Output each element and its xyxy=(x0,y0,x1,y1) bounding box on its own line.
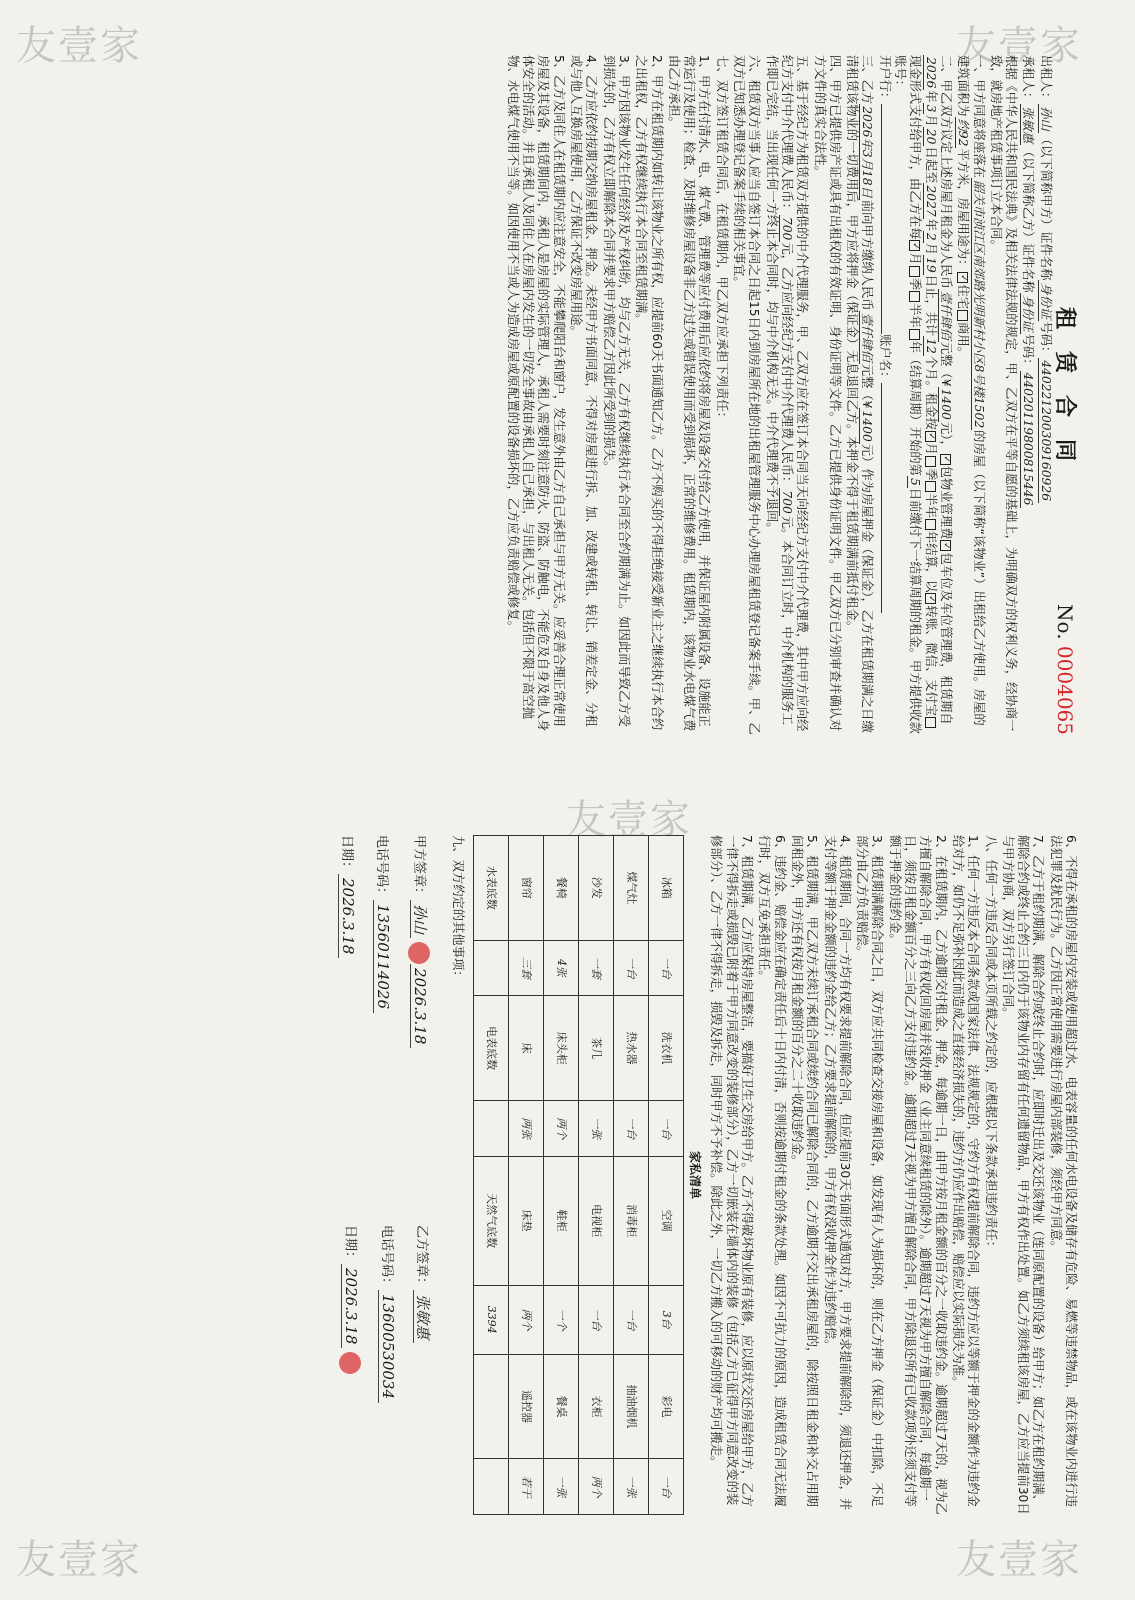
lessee-date: 2026.3.18 xyxy=(341,1264,360,1348)
clause-8-2: 2、在租赁期内，乙方逾期交付租金、押金，每逾期一日，由甲方按月租金额的百分之一收取违约金。逾期超过7天的，视为乙方擅自解除合同，甲方有权收回房屋并没收押金（业主同意续租赁的除外）。逾期超过7天视为甲方擅自解除合同，每逾期一日，须按月租金额百分之三向乙方支付违约金。逾期超过7天视为甲方擅自解除合同，甲方除退还所有已收款项外还须支付等额于押金的违约金。 xyxy=(887,835,948,1515)
table-row xyxy=(543,836,578,1515)
clause-7-5: 5、乙方及同住人在租赁期内应注意安全，不能攀爬阳台和窗户，发生意外由乙方自己承担与甲方无关。应妥善合理正常使用房屋及其设备，租赁期间内，承租人是房屋的实际管理人，承租人需要时刻注意防火、防盗、防触电，不能危及自身及他人身体安全的活动。并且承租人及同住人在房屋内发生的一切安全事故由承租人自己承担，与出租人无关。包括但不限于高空抛物、水电煤气使用不当等。如因使用不当或人为造成房屋或原配置的设备损坏的，乙方应负责赔偿或修复。 xyxy=(505,55,566,732)
item-quantity-cell: 一个 xyxy=(543,1285,578,1354)
intro-clause: 根据《中华人民共和国民法典》及相关法律法规的规定，甲、乙双方在平等自愿的基础上，为明确双方的权利义务，经协商一致，就房地产租赁事项订立本合同。 xyxy=(988,55,1019,732)
contract-title: 租赁合同 No. 0004065 xyxy=(1052,306,1078,735)
clause-7-1: 1、甲方在付清水、电、煤气费、管理费等应付费用后应依约将房屋及设备交付给乙方使用，并保证屋内附属设备、设施能正常运行及使用；检查、及时维修房屋设备非乙方过失或错误使用而受到损坏，正常的维修费用。租赁期内，该物业水电煤气费由乙方承担。 xyxy=(666,55,712,732)
checkbox-icon xyxy=(925,519,936,530)
checkbox-icon: ✓ xyxy=(940,455,951,463)
clause-7-3: 3、甲方因该物业发生任何经济及产权纠纷，均与乙方无关，乙方有权继续执行本合同至合约期满为止。如因此而导致乙方受到损失的，乙方有权立即解除本合同并要求甲方赔偿乙方因此所受到的损失。 xyxy=(601,55,631,727)
checkbox-icon xyxy=(909,291,920,302)
watermark: 友壹家 xyxy=(566,797,692,843)
checkbox-icon xyxy=(909,266,920,277)
item-quantity-cell: 一台 xyxy=(613,1100,648,1156)
item-quantity-cell: 两个 xyxy=(508,1285,543,1354)
table-row xyxy=(648,836,683,1515)
item-quantity-cell xyxy=(473,1459,508,1515)
signature-area xyxy=(290,835,440,1515)
furniture-list-title: 家私清单 xyxy=(688,1150,703,1199)
item-quantity-cell: 一张 xyxy=(613,1459,648,1515)
item-quantity-cell: 若干 xyxy=(508,1459,543,1515)
watermark: 友壹家 xyxy=(16,1537,142,1583)
item-name-cell: 电视柜 xyxy=(578,1156,613,1285)
clause-6: 六、租赁双方当事人应当自签订本合同之日起15日内到房屋所在地的出租屋管理服务中心办理房屋租赁登记备案手续。甲、乙双方已知悉办理登记备案手续的相关事宜。 xyxy=(732,55,762,735)
watermark: 友壹家 xyxy=(16,23,142,69)
item-name-cell: 洗衣机 xyxy=(648,996,683,1101)
table-row xyxy=(613,836,648,1515)
item-name-cell: 窗帘 xyxy=(508,836,543,941)
lessee-signature-block: 乙方签章：张敏惠 电话号码：13600530034 日期：2026.3.18 xyxy=(321,1225,430,1515)
item-name-cell: 冰箱 xyxy=(648,836,683,941)
item-quantity-cell: 两个 xyxy=(578,1459,613,1515)
item-quantity-cell: 一台 xyxy=(648,1100,683,1156)
checkbox-icon xyxy=(957,310,968,321)
watermark: 友壹家 xyxy=(956,1537,1082,1583)
item-name-cell xyxy=(473,1354,508,1459)
checkbox-icon xyxy=(909,329,920,340)
clause-8-3: 3、租赁期满解除合同之日，双方应共同检查交接房屋和设备，如发现有人为损坏的，则在乙方押金（保证金）中扣除，不足部分由乙方负责赔偿。 xyxy=(855,835,885,1507)
item-quantity-cell: 一台 xyxy=(613,940,648,996)
item-quantity-cell: 两张 xyxy=(508,1100,543,1156)
item-name-cell: 鞋柜 xyxy=(543,1156,578,1285)
item-name-cell: 餐椅 xyxy=(543,836,578,941)
item-name-cell: 煤气灶 xyxy=(613,836,648,941)
item-name-cell: 电表底数 xyxy=(473,996,508,1101)
item-name-cell: 消毒柜 xyxy=(613,1156,648,1285)
item-name-cell: 床 xyxy=(508,996,543,1101)
checkbox-icon: ✓ xyxy=(910,242,921,250)
item-name-cell: 床头柜 xyxy=(543,996,578,1101)
checkbox-icon: ✓ xyxy=(958,274,969,282)
lessor-date: 2026.3.18 xyxy=(338,874,357,958)
item-name-cell: 水表底数 xyxy=(473,836,508,941)
item-quantity-cell: 一台 xyxy=(613,1285,648,1354)
checkbox-icon xyxy=(925,456,936,467)
item-quantity-cell: 4张 xyxy=(543,940,578,996)
contract-page-2 xyxy=(64,810,1094,1540)
clause-2: 二、甲乙双方议定上述房屋月租金为人民币壹仟肆佰元整（¥1400元），✓包物业管理费✓包车位及车位管理费，租赁期自2026年3月20日起至2027年2月19日止，共计12个月。租金按✓月季半年年结算，以✓转账、微信、支付宝现金形式支付给甲方，由乙方在每✓月季半年年（结算周期）开始的第5日前缴付下一结算周期的租金。甲方提供收款账号： 开户行：账户名： xyxy=(877,55,953,734)
item-quantity-cell: 一台 xyxy=(578,1285,613,1354)
table-row xyxy=(473,836,508,1515)
item-quantity-cell: 一套 xyxy=(578,940,613,996)
table-row xyxy=(578,836,613,1515)
contract-page-2-content xyxy=(74,825,1084,1525)
item-name-cell: 遥控器 xyxy=(508,1354,543,1459)
contract-page-1-content xyxy=(74,45,1084,745)
item-quantity-cell: 一台 xyxy=(648,940,683,996)
contract-number: No. 0004065 xyxy=(1053,604,1077,735)
clause-8-7: 7、租赁期满，乙方应保持房屋整洁，要搞好卫生交房给甲方。乙方不得破坏物业原有装修，应以原状交还房屋给甲方，乙方一律不得拆走或损毁已附着于甲方同意改变的装修部分），乙方一切嵌装在墙体内的装修（包括乙方已征得甲方同意改变的装修部分）、乙方一律不得拆走，损毁及拆走，同时甲方不予补偿。除此之外，一切乙方搬入的可移动的财产均可搬走。 xyxy=(709,835,755,1507)
item-name-cell: 空调 xyxy=(648,1156,683,1285)
item-name-cell: 抽油烟机 xyxy=(613,1354,648,1459)
lessee-signature: 张敏惠 xyxy=(413,1290,432,1343)
clause-1: 一、甲方同意将座落在韶关市浈江区南郊路光明新村小区8号楼1502的房屋（以下简称“该物业”）出租给乙方使用。房屋的建筑面积为约92平方米，房屋用途为：✓住宅商用。 xyxy=(956,55,986,726)
item-quantity-cell: 一张 xyxy=(578,1100,613,1156)
item-name-cell: 天然气底数 xyxy=(473,1156,508,1285)
clause-3: 三、乙方2026年3月18日前向甲方缴纳人民币壹仟肆佰元整（¥1400元）作为房屋押金（保证金），乙方在租赁期满之日缴清租赁该物业的一切费用后，甲方应将押金（保证金）无息退回乙方。本押金不得于租赁期满前抵付租金。 xyxy=(845,55,875,733)
checkbox-icon: ✓ xyxy=(940,542,951,550)
item-quantity-cell: 3台 xyxy=(648,1285,683,1354)
clause-7-4: 4、乙方应依约按期交纳房屋租金、押金。未经甲方书面同意，不得对房屋进行拆、加、改建或转租、转让、销差定金、分租或与他人互换房屋使用，乙方保证不改变房屋用途。 xyxy=(569,55,599,727)
checkbox-icon xyxy=(925,717,936,728)
checkbox-icon: ✓ xyxy=(925,595,936,603)
lessor-signature: 孙山 xyxy=(410,900,429,938)
item-name-cell: 沙发 xyxy=(578,836,613,941)
clause-7-2: 2、甲方在租赁期内如转让该物业之所有权，应提前60天书面通知乙方。乙方不购买的不得拒绝接受新业主之继续执行本合约之出租权，乙方有权继续执行本合同至租赁期满。 xyxy=(634,55,664,731)
clause-8-1: 1、任何一方违反本合同条款或国家法律、法规规定的，守约方有权提前解除合同，违约方应以等额于押金的金额作为违约金给对方，如仍不足弥补因此而造成之直接经济损失的，违约方仍应作出赔偿，赔偿应以实际损失为准。 xyxy=(950,835,981,1507)
lessee-phone: 13600530034 xyxy=(378,1290,397,1403)
item-name-cell: 茶几 xyxy=(578,996,613,1101)
table-row xyxy=(508,836,543,1515)
clause-7-7: 7、乙方于租约期满、解除合约或终止合约时，应即时迁出及交还该物业（连同原配置的设备）给甲方；如乙方在租约期满、解除合约或终止合约三日内仍于该物业内存留有任何遗留物品，甲方有权作出处置。如乙方须续租该房屋，乙方应当提前30日与甲方协商，双方另行签订合同。 xyxy=(1000,835,1046,1515)
lessor-phone: 13560114026 xyxy=(373,900,392,1013)
item-quantity-cell xyxy=(473,940,508,996)
item-quantity-cell: 三套 xyxy=(508,940,543,996)
furniture-table xyxy=(473,835,684,1515)
item-quantity-cell: 两个 xyxy=(543,1100,578,1156)
fingerprint-stamp xyxy=(408,942,430,964)
contract-page-1 xyxy=(64,30,1094,760)
item-quantity-cell xyxy=(473,1100,508,1156)
item-name-cell: 彩电 xyxy=(648,1354,683,1459)
clause-8-4: 4、租赁期间，合同一方均有权要求提前解除合同，但应提前30天书面形式通知对方，甲方要求提前解除的，须退还押金，并支付等额于押金金额的违约金给乙方；乙方要求提前解除的，甲方有权没收押金作为违约赔偿。 xyxy=(822,835,852,1511)
checkbox-icon xyxy=(925,481,936,492)
clause-8-5: 5、租赁期满，甲乙双方未续订承租合同或续约合同已解除合同的，乙方逾期不交出承租房屋的，除按照日租金和补交占用期间租金外，甲方还有权按月租金额的百分之二十收取违约金。 xyxy=(789,835,820,1507)
item-quantity-cell: 一张 xyxy=(543,1459,578,1515)
clause-5: 五、基于经纪方为租赁双方提供的中介代理服务，甲、乙双方应在签订本合同当天向经纪方支付中介代理费，其中甲方应向经纪方支付中介代理费人民币：700元，乙方应向经纪方支付中介代理费人民币：700元。本合同订立时，中介机构的服务工作即已完结，当出现任何一方终止本合同时，均与中介机构无关。中介代理费不予退回。 xyxy=(764,55,810,732)
clause-8-6: 6、违约金、赔偿金应在确定责任后十日内付清，否则按逾期付租金的条款处理。如因不可抗力的原因，造成租赁合同无法履行时，双方互免承担责任。 xyxy=(757,835,787,1507)
item-name-cell: 餐桌 xyxy=(543,1354,578,1459)
checkbox-icon: ✓ xyxy=(925,432,936,440)
clause-8: 八、任何一方违反合同或本页所载之约定的，应根据以下条款承担违约责任： xyxy=(983,835,998,1254)
item-quantity-cell: 一台 xyxy=(648,1459,683,1515)
item-name-cell: 衣柜 xyxy=(578,1354,613,1459)
item-quantity-cell: 3394 xyxy=(473,1285,508,1354)
clause-4: 四、甲方已提供房产证或具有出租权的有效证明、身份证明等文件。乙方已提供身份证明文件。甲乙双方已分别审查并确认对方文件的真实合法性。 xyxy=(812,55,842,732)
item-name-cell: 热水器 xyxy=(613,996,648,1101)
fingerprint-stamp xyxy=(339,1352,361,1374)
lessee-line: 承租人：张敏惠（以下简称乙方）证件名称身份证号码：44020119800815446 xyxy=(1021,55,1036,506)
item-name-cell: 床垫 xyxy=(508,1156,543,1285)
clause-7-6: 6、不得在承租的房屋内安装或使用超过水、电表容量的任何水电设备及储存有危险、易燃等违禁物品，或在该物业内进行违法犯罪及扰民行为。乙方因正常使用需要进行房屋内部装修，须经甲方同意。 xyxy=(1048,835,1078,1507)
lessor-signature-block: 甲方签章：孙山2026.3.18 电话号码：13560114026 日期：2026.3.18 xyxy=(321,835,430,1165)
clause-7: 七、双方签订租赁合同后，在租赁期内，甲乙双方应承担下列责任： xyxy=(714,55,729,424)
clause-9: 九、双方约定的其他事项： xyxy=(450,835,465,983)
lessor-line: 出租人：孙山（以下简称甲方）证件名称身份证号码：440221200309160926 xyxy=(1038,55,1053,502)
watermark: 友壹家 xyxy=(956,23,1082,69)
